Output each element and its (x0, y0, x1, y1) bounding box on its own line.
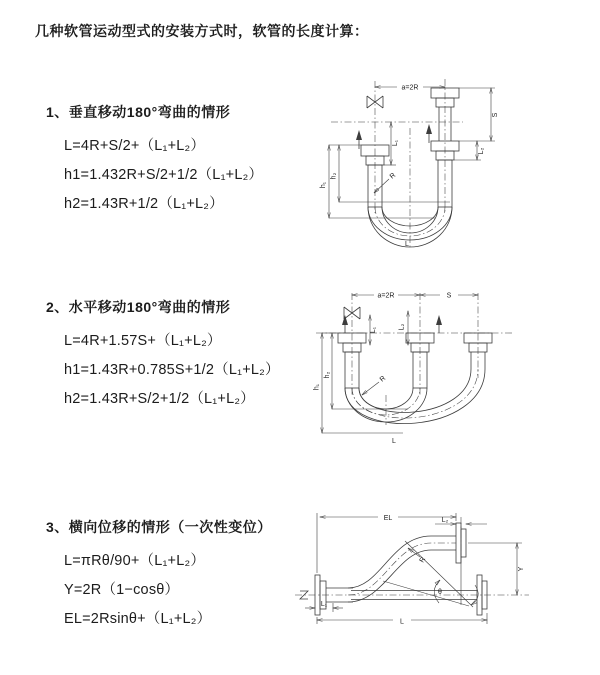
page-title: 几种软管运动型式的安装方式时，软管的长度计算： (35, 23, 369, 39)
section-horizontal-movement (46, 297, 280, 414)
dim-label-y: Y (518, 566, 525, 572)
formula-line: L=πRθ/90+（L₁+L₂） (64, 553, 206, 569)
dim-label-l1: L₁ (370, 326, 377, 334)
dim-label-h1: h₁ (313, 383, 321, 391)
section-vertical-movement (46, 102, 263, 219)
length-label: L (405, 241, 409, 248)
dim-h1 (314, 333, 404, 433)
formula-line: h2=1.43R+1/2（L₁+L₂） (64, 196, 224, 212)
dim-s (420, 293, 478, 300)
dim-label-l2: L₂ (478, 147, 485, 155)
length-label: L (392, 438, 396, 445)
upper-flange (456, 523, 466, 563)
formula-line: h1=1.43R+0.785S+1/2（L₁+L₂） (64, 362, 280, 378)
movement-arrows (342, 315, 442, 333)
section-3-heading: 3、横向位移的情形（一次性变位） (46, 519, 272, 535)
dim-l2 (399, 311, 409, 345)
formula-line: L=4R+S/2+（L₁+L₂） (64, 138, 206, 154)
radius-label: R (418, 556, 428, 564)
dim-label-l2: L₂ (398, 323, 406, 331)
dim-a2r (352, 293, 420, 300)
dim-label-l1: L₁ (320, 601, 328, 608)
formula-line: h2=1.43R+S/2+1/2（L₁+L₂） (64, 391, 255, 407)
dim-l1 (370, 315, 377, 345)
radius-callout (362, 375, 387, 395)
centerlines (313, 293, 513, 425)
section-lateral-displacement (46, 517, 272, 634)
radius-label: R (388, 171, 398, 181)
diagram-horizontal-180-bend (308, 283, 523, 463)
radius-label: R (378, 374, 388, 384)
section-1-heading: 1、垂直移动180°弯曲的情形 (46, 104, 231, 120)
formula-line: EL=2Rsinθ+（L₁+L₂） (64, 611, 212, 627)
angle-label: θ (438, 589, 442, 596)
dim-l (317, 613, 487, 626)
section-2-heading: 2、水平移动180°弯曲的情形 (46, 299, 231, 315)
dim-label-h2: h₂ (324, 371, 331, 379)
formula-line: L=4R+1.57S+（L₁+L₂） (64, 333, 222, 349)
dim-label-l1: L₁ (392, 139, 399, 147)
centerlines (295, 517, 529, 599)
formula-line: Y=2R（1−cosθ） (64, 582, 180, 598)
dim-l1 (384, 122, 399, 165)
dim-label-a2r: a=2R (377, 292, 395, 300)
diagram-lateral-displacement (293, 503, 533, 658)
dim-label-l2: L₂ (441, 517, 449, 524)
left-flange (315, 575, 353, 615)
hose-u-bend-moved (345, 369, 485, 424)
diagram-vertical-180-bend (313, 73, 513, 263)
dim-label-h1: h₁ (320, 181, 327, 189)
length-label: L (400, 618, 404, 626)
dim-l1 (305, 601, 343, 612)
dim-label-a2r: a=2R (401, 84, 419, 92)
dim-label-el: EL (383, 515, 393, 522)
dim-label-s: S (492, 112, 499, 118)
radius-callout (374, 172, 397, 193)
dim-label-s: S (446, 292, 452, 300)
dim-s (459, 88, 499, 141)
dim-h2 (324, 333, 408, 409)
dim-label-h2: h₂ (330, 172, 338, 180)
formula-line: h1=1.432R+S/2+1/2（L₁+L₂） (64, 167, 264, 183)
